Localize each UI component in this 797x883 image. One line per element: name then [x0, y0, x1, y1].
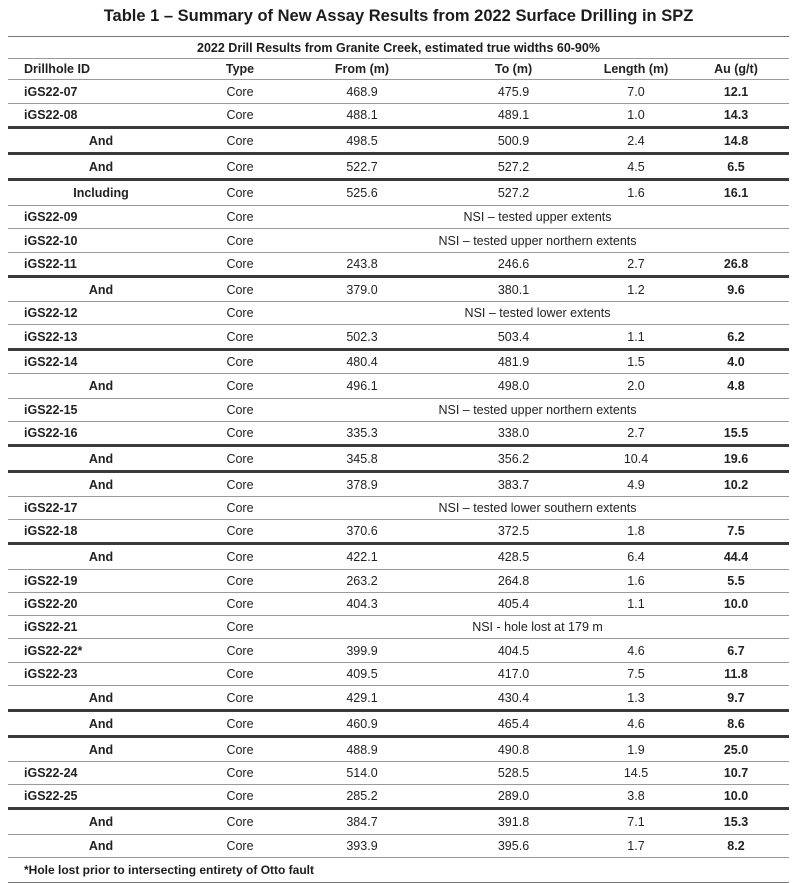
type-cell: Core [226, 742, 254, 757]
from-cell: 243.8 [346, 257, 378, 271]
au-cell: 10.0 [723, 597, 749, 611]
type-cell: Core [226, 620, 254, 634]
drillhole-id-cell: iGS22-10 [24, 233, 78, 248]
header-drillhole-id: Drillhole ID [24, 62, 90, 76]
length-cell: 7.0 [627, 84, 645, 99]
type-cell: Core [226, 716, 254, 731]
length-cell: 4.9 [627, 477, 645, 492]
length-cell: 6.4 [627, 550, 645, 564]
type-cell: Core [226, 257, 254, 271]
table-row [8, 129, 789, 155]
au-cell: 5.5 [727, 574, 745, 588]
table-row [8, 712, 789, 738]
type-cell: Core [226, 306, 254, 320]
type-cell: Core [226, 574, 254, 588]
to-cell: 404.5 [497, 643, 530, 658]
from-cell: 429.1 [346, 690, 378, 705]
drillhole-id-cell: And [88, 716, 114, 731]
table-row [8, 520, 789, 545]
to-cell: 430.4 [497, 690, 530, 705]
au-cell: 11.8 [724, 667, 748, 681]
type-cell: Core [226, 839, 254, 853]
table-row [8, 278, 789, 302]
from-cell: 496.1 [346, 379, 378, 393]
from-cell: 422.1 [346, 550, 378, 564]
table-row [8, 616, 789, 639]
type-cell: Core [226, 84, 254, 99]
au-cell: 10.7 [723, 766, 749, 780]
to-cell: 289.0 [497, 789, 530, 803]
type-cell: Core [226, 403, 254, 417]
type-cell: Core [226, 597, 254, 611]
au-cell: 19.6 [723, 451, 749, 466]
header-from: From (m) [334, 62, 390, 76]
table-row [8, 325, 789, 351]
au-cell: 4.8 [727, 379, 745, 393]
table-row [8, 497, 789, 520]
table-row [8, 155, 789, 181]
type-cell: Core [226, 501, 254, 515]
table-row [8, 738, 789, 762]
drillhole-id-cell: iGS22-22* [24, 643, 83, 658]
table-title: Table 1 – Summary of New Assay Results from 2022 Surface Drilling in SPZ [103, 6, 694, 25]
table-row [8, 639, 789, 663]
to-cell: 338.0 [497, 426, 530, 440]
drillhole-id-cell: And [88, 550, 114, 564]
to-cell: 356.2 [497, 451, 530, 466]
au-cell: 10.0 [723, 789, 749, 803]
length-cell: 14.5 [623, 766, 649, 780]
drillhole-id-cell: And [88, 477, 114, 492]
type-cell: Core [226, 355, 254, 369]
drillhole-id-cell: iGS22-13 [24, 329, 78, 344]
nsi-note-cell: NSI – tested upper northern extents [438, 403, 637, 417]
table-row [8, 593, 789, 616]
au-cell: 15.5 [723, 426, 749, 440]
from-cell: 514.0 [346, 766, 378, 780]
type-cell: Core [226, 379, 254, 393]
to-cell: 489.1 [497, 108, 530, 122]
length-cell: 1.3 [627, 690, 645, 705]
to-cell: 481.9 [497, 355, 530, 369]
drillhole-id-cell: iGS22-17 [24, 501, 78, 515]
table-row [8, 447, 789, 473]
length-cell: 2.7 [627, 426, 645, 440]
table-row [8, 302, 789, 325]
to-cell: 528.5 [497, 766, 530, 780]
drillhole-id-cell: And [88, 839, 114, 853]
to-cell: 391.8 [497, 815, 530, 829]
type-cell: Core [226, 524, 254, 538]
length-cell: 1.9 [627, 742, 645, 757]
assay-results-table [8, 36, 789, 883]
nsi-note-cell: NSI – tested upper extents [463, 210, 612, 224]
drillhole-id-cell: iGS22-14 [24, 355, 78, 369]
drillhole-id-cell: And [88, 282, 114, 297]
type-cell: Core [226, 426, 254, 440]
drillhole-id-cell: iGS22-09 [24, 210, 78, 224]
au-cell: 10.2 [723, 477, 749, 492]
to-cell: 475.9 [497, 84, 530, 99]
length-cell: 1.8 [627, 524, 645, 538]
drillhole-id-cell: iGS22-23 [24, 667, 78, 681]
from-cell: 480.4 [346, 355, 378, 369]
from-cell: 488.1 [346, 108, 378, 122]
au-cell: 6.2 [727, 329, 745, 344]
length-cell: 1.1 [627, 597, 645, 611]
from-cell: 399.9 [346, 643, 378, 658]
length-cell: 4.5 [627, 159, 645, 174]
table-row [8, 229, 789, 253]
nsi-note-cell: NSI - hole lost at 179 m [472, 620, 603, 634]
to-cell: 380.1 [497, 282, 530, 297]
au-cell: 25.0 [723, 742, 749, 757]
from-cell: 335.3 [346, 426, 378, 440]
from-cell: 345.8 [346, 451, 378, 466]
table-row [8, 810, 789, 835]
length-cell: 2.0 [627, 379, 645, 393]
drillhole-id-cell: iGS22-19 [24, 574, 78, 588]
length-cell: 10.4 [623, 451, 649, 466]
type-cell: Core [226, 282, 254, 297]
from-cell: 393.9 [346, 839, 378, 853]
to-cell: 395.6 [497, 839, 530, 853]
table-row [8, 835, 789, 858]
type-cell: Core [226, 329, 254, 344]
drillhole-id-cell: iGS22-15 [24, 403, 78, 417]
type-cell: Core [226, 643, 254, 658]
au-cell: 8.6 [727, 716, 745, 731]
to-cell: 527.2 [497, 159, 530, 174]
au-cell: 8.2 [727, 839, 745, 853]
to-cell: 372.5 [497, 524, 530, 538]
length-cell: 1.0 [627, 108, 645, 122]
to-cell: 417.0 [497, 667, 530, 681]
type-cell: Core [226, 159, 254, 174]
table-row [8, 374, 789, 399]
drillhole-id-cell: And [88, 133, 114, 148]
from-cell: 409.5 [346, 667, 378, 681]
au-cell: 26.8 [723, 257, 749, 271]
to-cell: 246.6 [497, 257, 530, 271]
from-cell: 370.6 [346, 524, 378, 538]
au-cell: 14.8 [723, 133, 749, 148]
drillhole-id-cell: iGS22-08 [24, 108, 78, 122]
table-row [8, 570, 789, 593]
table-body [8, 80, 789, 858]
au-cell: 9.6 [727, 282, 745, 297]
from-cell: 525.6 [346, 186, 378, 200]
drillhole-id-cell: Including [73, 186, 129, 200]
au-cell: 16.1 [723, 186, 749, 200]
type-cell: Core [226, 550, 254, 564]
drillhole-id-cell: iGS22-20 [24, 597, 78, 611]
type-cell: Core [226, 477, 254, 492]
from-cell: 379.0 [346, 282, 378, 297]
type-cell: Core [226, 690, 254, 705]
from-cell: 404.3 [346, 597, 378, 611]
au-cell: 14.3 [723, 108, 749, 122]
table-row [8, 762, 789, 785]
table-row [8, 422, 789, 447]
type-cell: Core [226, 451, 254, 466]
length-cell: 1.6 [627, 574, 645, 588]
table-row [8, 104, 789, 129]
type-cell: Core [226, 186, 254, 200]
table-row [8, 785, 789, 810]
to-cell: 527.2 [497, 186, 530, 200]
nsi-note-cell: NSI – tested lower extents [464, 306, 611, 320]
to-cell: 498.0 [497, 379, 530, 393]
drillhole-id-cell: iGS22-24 [24, 766, 78, 780]
au-cell: 6.7 [727, 643, 745, 658]
au-cell: 6.5 [727, 159, 745, 174]
table-header [8, 59, 789, 80]
table-row [8, 686, 789, 712]
table-row [8, 206, 789, 229]
header-to: To (m) [494, 62, 533, 76]
from-cell: 378.9 [346, 477, 378, 492]
nsi-note-cell: NSI – tested upper northern extents [438, 233, 637, 248]
drillhole-id-cell: And [88, 451, 114, 466]
from-cell: 384.7 [346, 815, 378, 829]
drillhole-id-cell: iGS22-21 [24, 620, 78, 634]
table-row [8, 399, 789, 422]
length-cell: 7.1 [627, 815, 645, 829]
to-cell: 500.9 [497, 133, 530, 148]
to-cell: 428.5 [497, 550, 530, 564]
au-cell: 12.1 [723, 84, 749, 99]
header-au: Au (g/t) [714, 62, 758, 76]
drillhole-id-cell: iGS22-07 [24, 84, 78, 99]
type-cell: Core [226, 789, 254, 803]
length-cell: 3.8 [627, 789, 645, 803]
length-cell: 1.1 [627, 329, 645, 344]
header-type: Type [225, 62, 255, 76]
from-cell: 285.2 [346, 789, 378, 803]
table-row [8, 351, 789, 374]
table-footnote: *Hole lost prior to intersecting entirety of Otto fault [8, 858, 789, 883]
from-cell: 502.3 [346, 329, 378, 344]
table-row [8, 473, 789, 497]
table-row [8, 663, 789, 686]
nsi-note-cell: NSI – tested lower southern extents [438, 501, 637, 515]
length-cell: 7.5 [627, 667, 645, 681]
au-cell: 9.7 [727, 690, 745, 705]
length-cell: 2.4 [627, 133, 645, 148]
to-cell: 405.4 [497, 597, 530, 611]
au-cell: 7.5 [727, 524, 745, 538]
header-length: Length (m) [603, 62, 669, 76]
table-row [8, 181, 789, 206]
au-cell: 4.0 [727, 355, 745, 369]
length-cell: 1.2 [627, 282, 645, 297]
type-cell: Core [226, 133, 254, 148]
table-row [8, 545, 789, 570]
from-cell: 488.9 [346, 742, 378, 757]
from-cell: 498.5 [346, 133, 378, 148]
drillhole-id-cell: iGS22-25 [24, 789, 78, 803]
from-cell: 460.9 [346, 716, 378, 731]
drillhole-id-cell: iGS22-16 [24, 426, 78, 440]
to-cell: 383.7 [497, 477, 530, 492]
type-cell: Core [226, 108, 254, 122]
drillhole-id-cell: iGS22-18 [24, 524, 78, 538]
drillhole-id-cell: And [88, 379, 114, 393]
length-cell: 4.6 [627, 643, 645, 658]
to-cell: 264.8 [497, 574, 530, 588]
length-cell: 1.5 [627, 355, 645, 369]
drillhole-id-cell: And [88, 815, 114, 829]
type-cell: Core [226, 815, 254, 829]
drillhole-id-cell: And [88, 159, 114, 174]
au-cell: 44.4 [723, 550, 749, 564]
type-cell: Core [226, 233, 254, 248]
drillhole-id-cell: And [88, 742, 114, 757]
to-cell: 490.8 [497, 742, 530, 757]
length-cell: 1.6 [627, 186, 645, 200]
table-row [8, 80, 789, 104]
length-cell: 2.7 [627, 257, 645, 271]
table-subtitle: 2022 Drill Results from Granite Creek, estimated true widths 60-90% [8, 37, 789, 59]
from-cell: 263.2 [346, 574, 378, 588]
au-cell: 15.3 [723, 815, 749, 829]
type-cell: Core [226, 766, 254, 780]
to-cell: 503.4 [497, 329, 530, 344]
from-cell: 522.7 [346, 159, 378, 174]
length-cell: 4.6 [627, 716, 645, 731]
from-cell: 468.9 [346, 84, 378, 99]
drillhole-id-cell: iGS22-11 [24, 257, 77, 271]
length-cell: 1.7 [627, 839, 645, 853]
type-cell: Core [226, 667, 254, 681]
drillhole-id-cell: And [88, 690, 114, 705]
to-cell: 465.4 [497, 716, 530, 731]
drillhole-id-cell: iGS22-12 [24, 306, 78, 320]
type-cell: Core [226, 210, 254, 224]
table-row [8, 253, 789, 278]
